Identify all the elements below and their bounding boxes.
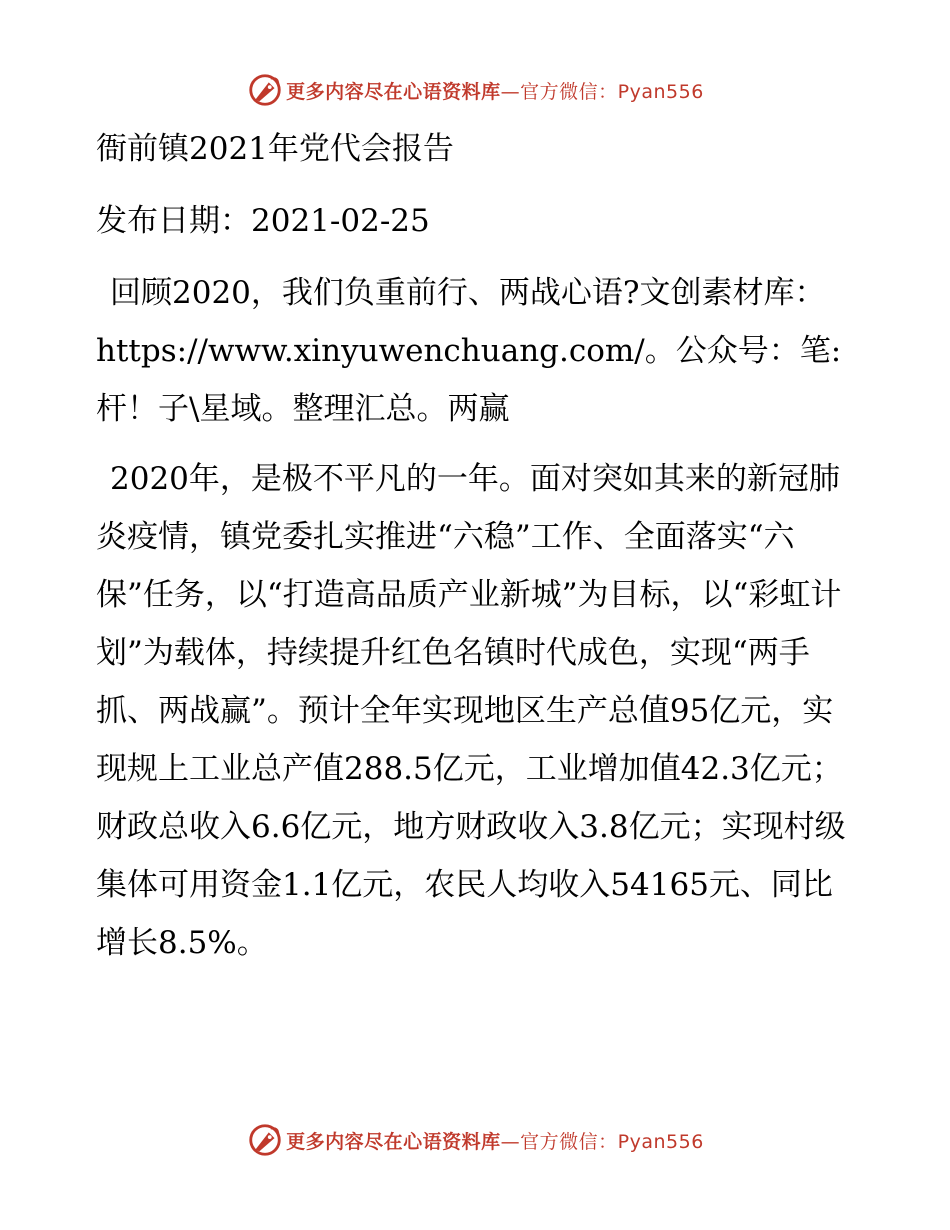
paragraph-review: 回顾2020，我们负重前行、两战心语?文创素材库：https://www.xinyuwenchuang.com/。公众号：笔:杆！子\星域。整理汇总。两赢 (96, 275, 842, 427)
header-dash: — (500, 80, 521, 103)
footer-site-text: 更多内容尽在心语资料库 (286, 1130, 501, 1153)
document-body (96, 120, 856, 972)
header-banner-text (286, 77, 704, 104)
header-banner (0, 68, 950, 112)
pen-nib-logo-icon (246, 71, 284, 109)
pen-nib-logo-icon (246, 1121, 284, 1159)
footer-contact-text: 官方微信：Pyan556 (520, 1130, 704, 1153)
footer-banner-text (286, 1127, 704, 1154)
document-title: 衙前镇2021年党代会报告 (96, 131, 454, 167)
header-site-text: 更多内容尽在心语资料库 (286, 80, 501, 103)
footer-banner (0, 1118, 950, 1162)
footer-dash: — (500, 1130, 521, 1153)
header-contact-text: 官方微信：Pyan556 (520, 80, 704, 103)
publish-date: 发布日期：2021-02-25 (96, 203, 430, 239)
paragraph-summary: 2020年，是极不平凡的一年。面对突如其来的新冠肺炎疫情，镇党委扎实推进“六稳”工作、全面落实“六保”任务，以“打造高品质产业新城”为目标，以“彩虹计划”为载体，持续提升红色名镇时代成色，实现“两手抓、两战赢”。预计全年实现地区生产总值95亿元，实现规上工业总产值288.5亿元，工业增加值42.3亿元；财政总收入6.6亿元，地方财政收入3.8亿元；实现村级集体可用资金1.1亿元，农民人均收入54165元、同比增长8.5%。 (96, 461, 846, 961)
